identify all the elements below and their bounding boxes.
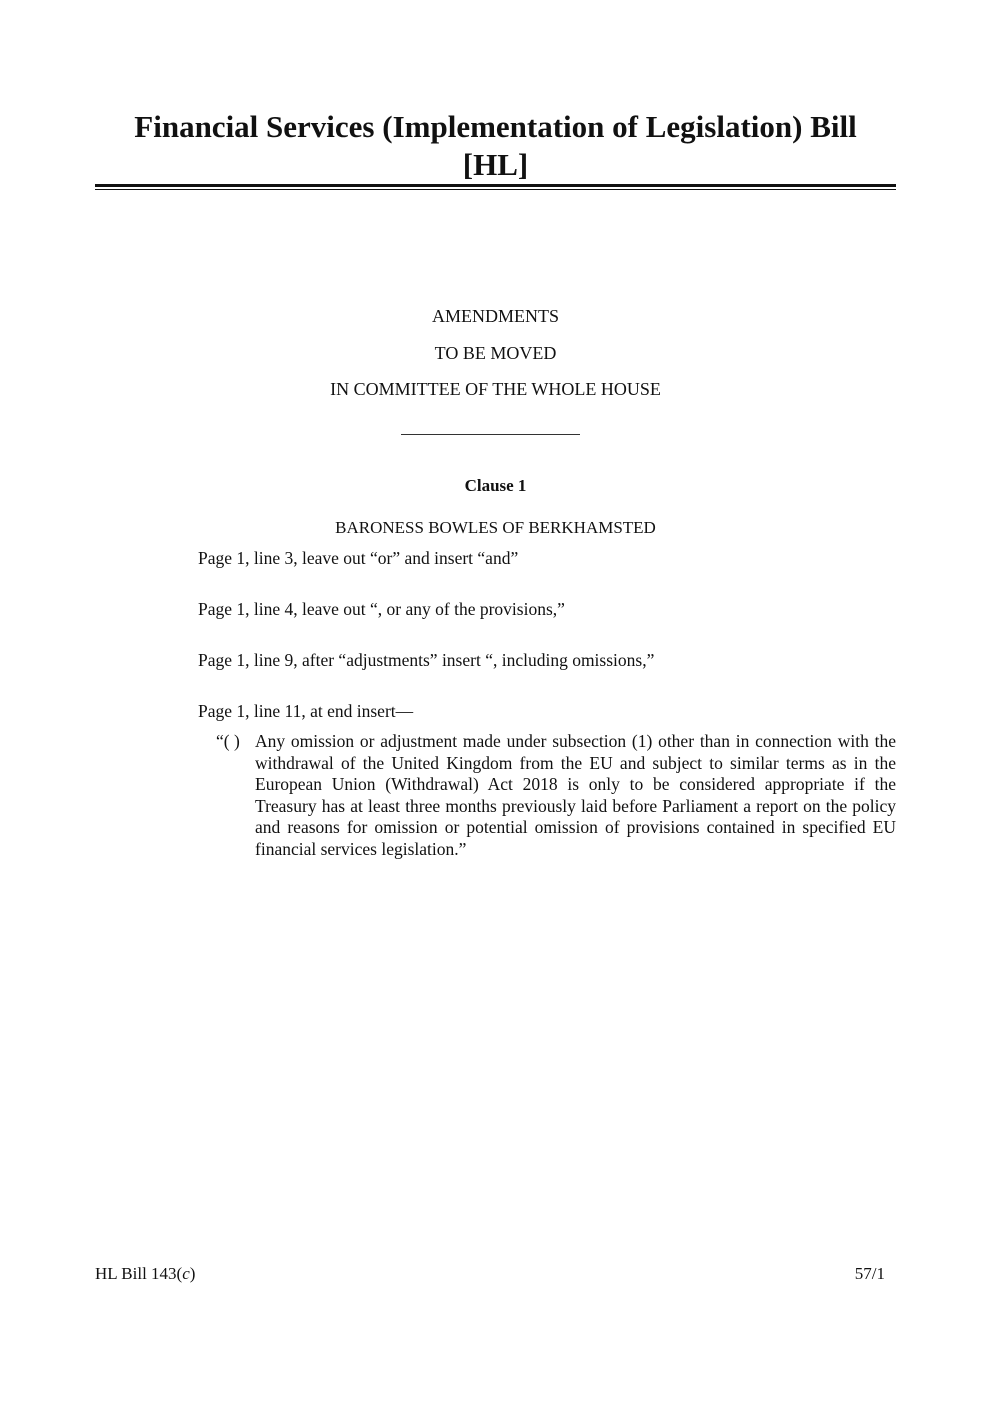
mover-name: BARONESS BOWLES OF BERKHAMSTED	[335, 518, 656, 537]
title-rule-thick	[95, 184, 896, 187]
clause-heading: Clause 1	[464, 476, 527, 495]
bill-title	[95, 108, 896, 184]
heading-committee: IN COMMITTEE OF THE WHOLE HOUSE	[330, 379, 661, 399]
bill-number-suffix: )	[189, 1264, 196, 1283]
heading-amendments: AMENDMENTS	[431, 306, 559, 326]
inserted-subsection-text: Any omission or adjustment made under subsection (1) other than in connection with the withdrawal of the United Kingdom from the EU and subject to similar terms as in the European Union (Withdrawal) Act 2018 is only to be considered appropriate if the Treasury has at least three months previously laid before Parliament a report on the policy and reasons for omission or potential omission of provisions contained in specified EU financial services legislation.”	[255, 731, 896, 859]
title-rule-thin	[95, 189, 896, 190]
section-divider	[401, 434, 580, 435]
amendment-reference: 57/1	[854, 1264, 885, 1283]
bill-title-line1: Financial Services (Implementation of Legislation) Bill	[134, 109, 857, 144]
amendment-3: Page 1, line 9, after “adjustments” insert “, including omissions,”	[198, 650, 655, 670]
bill-number	[95, 1264, 195, 1284]
bill-title-line2: [HL]	[462, 147, 529, 182]
amendment-4: Page 1, line 11, at end insert—	[198, 701, 414, 721]
heading-to-be-moved: TO BE MOVED	[434, 343, 557, 363]
inserted-subsection-marker: “( )	[216, 731, 240, 751]
amendment-2: Page 1, line 4, leave out “, or any of the provisions,”	[198, 599, 565, 619]
amendment-1: Page 1, line 3, leave out “or” and insert “and”	[198, 548, 519, 568]
bill-number-italic: c	[182, 1264, 190, 1283]
bill-number-prefix: HL Bill 143(	[95, 1264, 183, 1283]
